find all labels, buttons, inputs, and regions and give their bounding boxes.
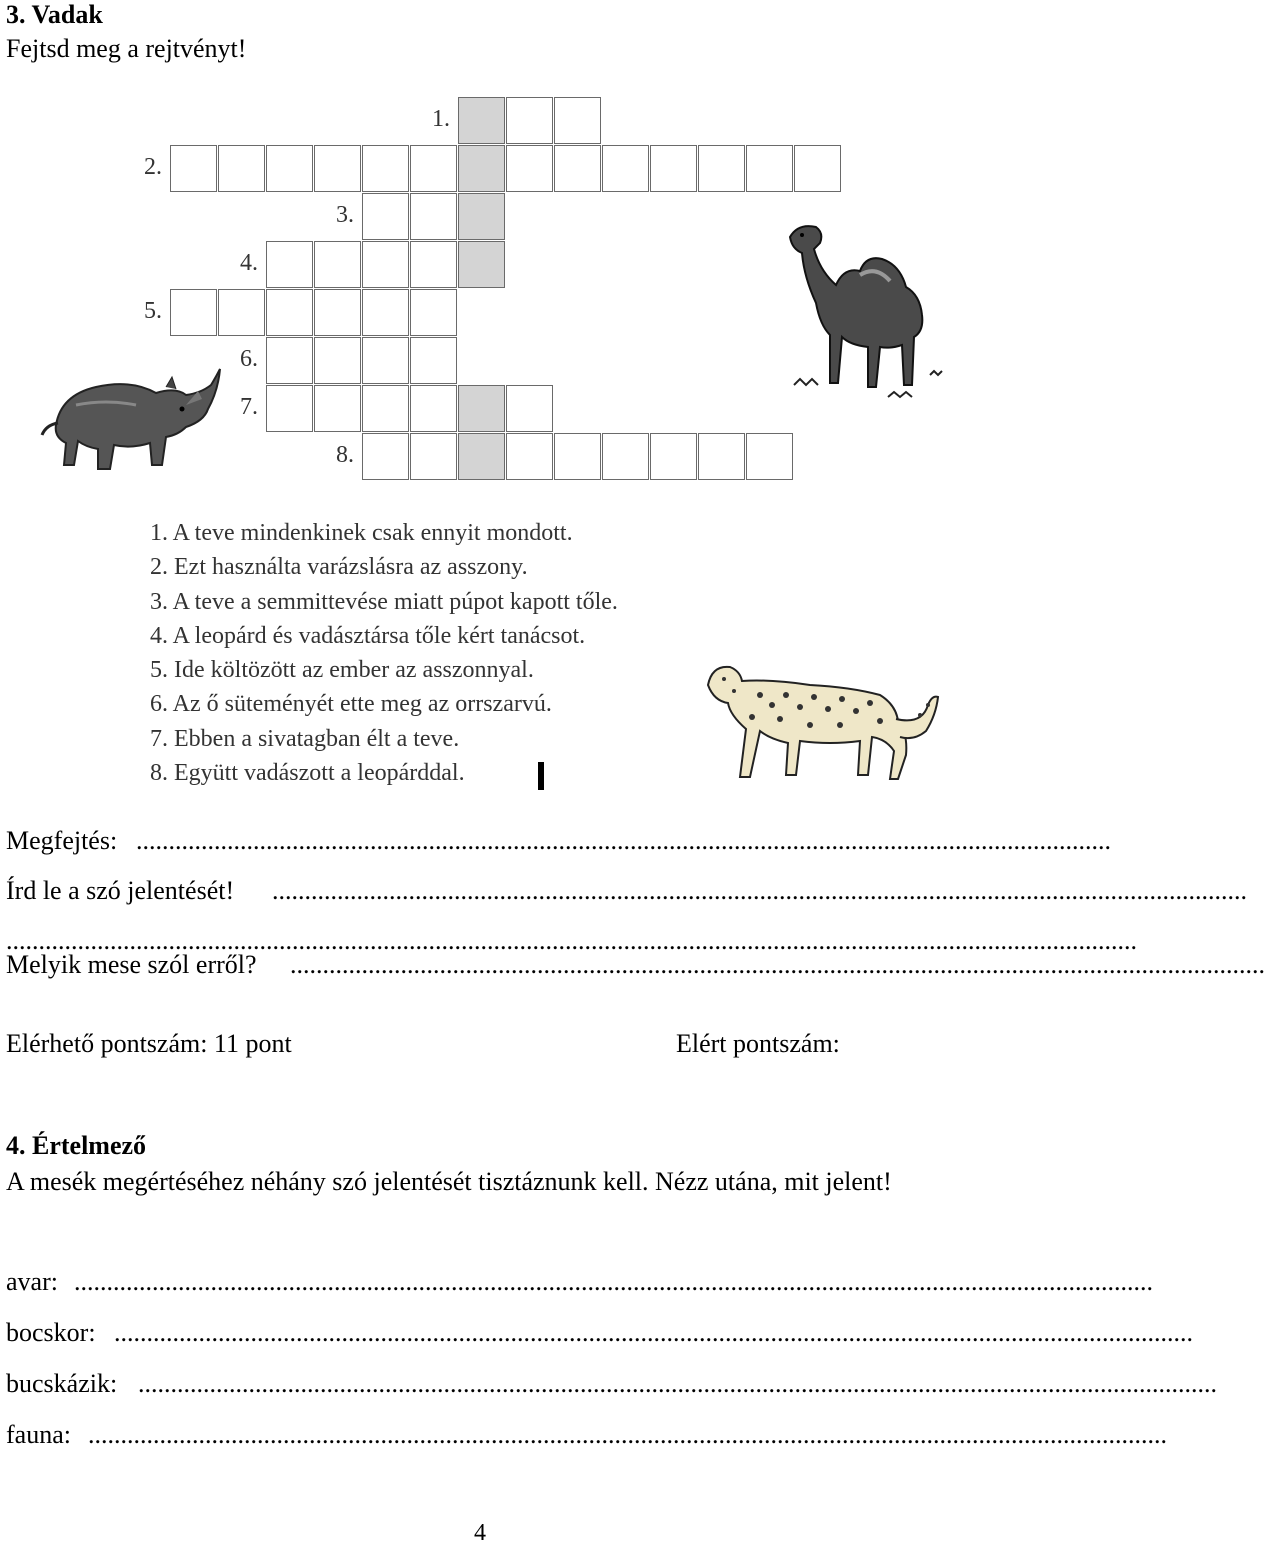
crossword-row-number: 4. xyxy=(240,250,258,276)
clue-3: 3. A teve a semmittevése miatt púpot kapott tőle. xyxy=(150,589,618,615)
crossword-row-number: 5. xyxy=(144,298,162,324)
clue-5: 5. Ide költözött az ember az asszonnyal. xyxy=(150,657,534,683)
crossword-row-number: 1. xyxy=(432,106,450,132)
clue-4: 4. A leopárd és vadásztársa tőle kért tanácsot. xyxy=(150,623,586,649)
crossword-cell[interactable] xyxy=(746,145,793,192)
crossword-row-number: 7. xyxy=(240,394,258,420)
word-bocskor-line[interactable]: ...................................................................................................................................................................... xyxy=(114,1318,1193,1347)
clue-7: 7. Ebben a sivatagban élt a teve. xyxy=(150,726,460,752)
crossword-cell[interactable] xyxy=(794,145,841,192)
crossword-cell[interactable] xyxy=(410,385,457,432)
crossword-cell[interactable] xyxy=(554,145,601,192)
crossword-cell[interactable] xyxy=(362,433,409,480)
crossword-cell[interactable] xyxy=(650,433,697,480)
crossword-cell[interactable] xyxy=(554,433,601,480)
crossword-cell[interactable] xyxy=(602,433,649,480)
crossword-cell[interactable] xyxy=(506,145,553,192)
crossword-cell[interactable] xyxy=(698,145,745,192)
crossword-cell[interactable] xyxy=(314,289,361,336)
crossword-cell[interactable] xyxy=(362,337,409,384)
crossword-cell[interactable] xyxy=(314,241,361,288)
crossword-cell[interactable] xyxy=(266,337,313,384)
crossword-cell[interactable] xyxy=(218,289,265,336)
crossword-row-number: 3. xyxy=(336,202,354,228)
crossword-cell[interactable] xyxy=(554,97,601,144)
crossword-cell[interactable] xyxy=(698,433,745,480)
page-number: 4 xyxy=(474,1520,486,1546)
crossword-solution-cell[interactable] xyxy=(458,385,505,432)
crossword-cell[interactable] xyxy=(266,145,313,192)
crossword-cell[interactable] xyxy=(410,241,457,288)
crossword-cell[interactable] xyxy=(218,145,265,192)
leopard-picture xyxy=(700,655,945,785)
crossword-cell[interactable] xyxy=(362,145,409,192)
clue-2: 2. Ezt használta varázslásra az asszony. xyxy=(150,554,528,580)
crossword-row-number: 8. xyxy=(336,442,354,468)
crossword-cell[interactable] xyxy=(266,241,313,288)
crossword-cell[interactable] xyxy=(362,289,409,336)
crossword-cell[interactable] xyxy=(602,145,649,192)
word-bucskazik-line[interactable]: ...................................................................................................................................................................... xyxy=(138,1369,1217,1398)
crossword-solution-cell[interactable] xyxy=(458,97,505,144)
crossword-cell[interactable] xyxy=(410,433,457,480)
crossword-cell[interactable] xyxy=(170,145,217,192)
word-avar: avar: xyxy=(6,1267,58,1296)
clue-1: 1. A teve mindenkinek csak ennyit mondott. xyxy=(150,520,573,546)
meaning-label: Írd le a szó jelentését! xyxy=(6,876,235,905)
crossword-cell[interactable] xyxy=(362,193,409,240)
crossword-cell[interactable] xyxy=(506,97,553,144)
meaning-line[interactable]: ...................................................................................................................................................... xyxy=(272,876,1247,905)
instruction: Fejtsd meg a rejtvényt! xyxy=(6,34,247,63)
solution-line[interactable]: ...................................................................................................................................................... xyxy=(136,826,1111,855)
word-bucskazik: bucskázik: xyxy=(6,1369,118,1398)
crossword-cell[interactable] xyxy=(746,433,793,480)
crossword-cell[interactable] xyxy=(506,385,553,432)
earned-points: Elért pontszám: xyxy=(676,1029,840,1058)
section-title: 3. Vadak xyxy=(6,0,103,29)
crossword-cell[interactable] xyxy=(362,241,409,288)
rhinoceros-picture xyxy=(36,365,226,477)
crossword-cell[interactable] xyxy=(362,385,409,432)
story-label: Melyik mese szól erről? xyxy=(6,950,257,979)
crossword-cell[interactable] xyxy=(506,433,553,480)
clue-8: 8. Együtt vadászott a leopárddal. xyxy=(150,760,465,786)
clue-6: 6. Az ő süteményét ette meg az orrszarvú. xyxy=(150,691,552,717)
crossword-cell[interactable] xyxy=(410,337,457,384)
text-cursor xyxy=(538,762,544,790)
crossword-cell[interactable] xyxy=(650,145,697,192)
instruction-4: A mesék megértéséhez néhány szó jelentését tisztáznunk kell. Nézz utána, mit jelent! xyxy=(6,1167,892,1196)
crossword-cell[interactable] xyxy=(314,337,361,384)
crossword-cell[interactable] xyxy=(314,145,361,192)
word-fauna-line[interactable]: ...................................................................................................................................................................... xyxy=(88,1420,1167,1449)
crossword-cell[interactable] xyxy=(410,193,457,240)
word-avar-line[interactable]: ...................................................................................................................................................................... xyxy=(74,1267,1153,1296)
crossword-solution-cell[interactable] xyxy=(458,433,505,480)
crossword-cell[interactable] xyxy=(314,385,361,432)
crossword-solution-cell[interactable] xyxy=(458,241,505,288)
word-bocskor: bocskor: xyxy=(6,1318,96,1347)
max-points: Elérhető pontszám: 11 pont xyxy=(6,1029,292,1058)
crossword-solution-cell[interactable] xyxy=(458,193,505,240)
crossword-cell[interactable] xyxy=(410,289,457,336)
crossword-row-number: 2. xyxy=(144,154,162,180)
solution-label: Megfejtés: xyxy=(6,826,118,855)
crossword-solution-cell[interactable] xyxy=(458,145,505,192)
camel-picture xyxy=(780,215,950,405)
crossword-row-number: 6. xyxy=(240,346,258,372)
story-line[interactable]: ...................................................................................................................................................... xyxy=(290,950,1265,979)
meaning-line-2[interactable]: .............................................................................................................................................................................. xyxy=(6,926,1137,955)
crossword-cell[interactable] xyxy=(410,145,457,192)
word-fauna: fauna: xyxy=(6,1420,71,1449)
crossword-cell[interactable] xyxy=(170,289,217,336)
crossword-cell[interactable] xyxy=(266,289,313,336)
crossword-cell[interactable] xyxy=(266,385,313,432)
section-title-4: 4. Értelmező xyxy=(6,1131,147,1160)
